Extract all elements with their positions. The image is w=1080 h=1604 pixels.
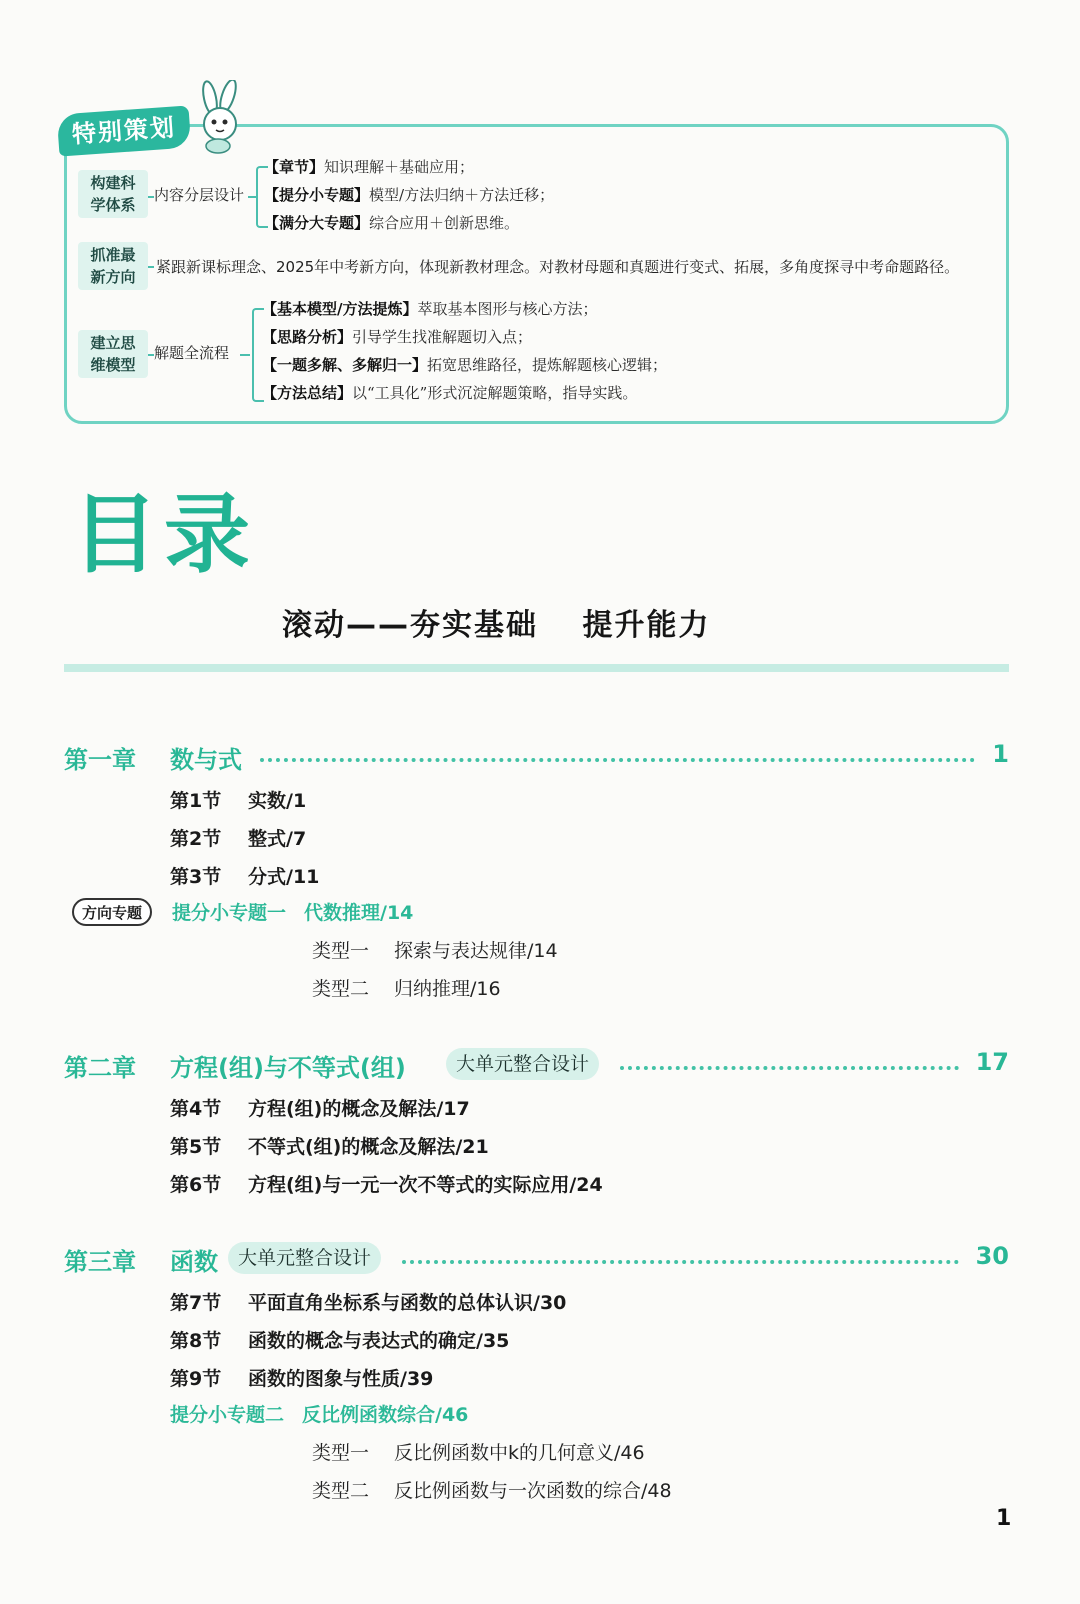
toc-section[interactable]: 第7节 平面直角坐标系与函数的总体认识/30 [170, 1292, 567, 1314]
chapter-title: 函数 [170, 1248, 218, 1276]
toc-section[interactable]: 第1节 实数/1 [170, 790, 307, 812]
connector-line [148, 266, 154, 268]
row-label-build-system: 构建科学体系 [78, 170, 148, 218]
toc-topic[interactable]: 提分小专题一 代数推理/14 [172, 902, 414, 924]
toc-section[interactable]: 第8节 函数的概念与表达式的确定/35 [170, 1330, 510, 1352]
rabbit-mascot-icon [188, 80, 254, 154]
chapter-number: 第三章 [64, 1248, 136, 1276]
row-description: 紧跟新课标理念、2025年中考新方向，体现新教材理念。对教材母题和真题进行变式、拓展，多角度探寻中考命题路径。 [156, 258, 960, 276]
chapter-heading[interactable] [64, 1048, 1009, 1082]
leader-dots [402, 1260, 959, 1264]
toc-type[interactable]: 类型二 归纳推理/16 [312, 978, 501, 1000]
toc-section[interactable]: 第6节 方程(组)与一元一次不等式的实际应用/24 [170, 1174, 603, 1196]
page-number: 1 [996, 1506, 1012, 1531]
connector-line [248, 196, 256, 198]
toc-title: 目录 [72, 485, 256, 585]
toc-type[interactable]: 类型一 探索与表达规律/14 [312, 940, 558, 962]
toc-type[interactable]: 类型二 反比例函数与一次函数的综合/48 [312, 1480, 672, 1502]
chapter-page: 17 [975, 1048, 1009, 1076]
special-item: 【满分大专题】综合应用＋创新思维。 [264, 214, 520, 232]
chapter-page: 30 [975, 1242, 1009, 1270]
special-item: 【提分小专题】模型/方法归纳＋方法迁移； [264, 186, 555, 204]
chapter-heading[interactable] [64, 740, 1009, 774]
row-sub-solving-process: 解题全流程 [154, 344, 230, 362]
toc-type[interactable]: 类型一 反比例函数中k的几何意义/46 [312, 1442, 645, 1464]
leader-dots [620, 1066, 959, 1070]
special-item: 【方法总结】以“工具化”形式沉淀解题策略，指导实践。 [262, 384, 638, 402]
row-label-thinking-model: 建立思维模型 [78, 330, 148, 378]
leader-dots [260, 758, 975, 762]
toc-section[interactable]: 第2节 整式/7 [170, 828, 307, 850]
toc-topic[interactable]: 提分小专题二 反比例函数综合/46 [170, 1404, 469, 1426]
chapter-number: 第二章 [64, 1054, 136, 1082]
chapter-number: 第一章 [64, 746, 136, 774]
special-item: 【思路分析】引导学生找准解题切入点； [262, 328, 533, 346]
toc-subtitle: 滚动——夯实基础 提升能力 [282, 608, 711, 643]
special-item: 【一题多解、多解归一】拓宽思维路径，提炼解题核心逻辑； [262, 356, 668, 374]
toc-section[interactable]: 第4节 方程(组)的概念及解法/17 [170, 1098, 470, 1120]
direction-topic-badge: 方向专题 [72, 898, 152, 926]
divider [64, 664, 1009, 672]
special-item: 【章节】知识理解＋基础应用； [264, 158, 475, 176]
chapter-badge: 大单元整合设计 [228, 1242, 381, 1274]
special-planning-tag: 特别策划 [57, 105, 192, 156]
special-item: 【基本模型/方法提炼】萃取基本图形与核心方法； [262, 300, 598, 318]
row-sub-content-layering: 内容分层设计 [154, 186, 245, 204]
toc-section[interactable]: 第3节 分式/11 [170, 866, 320, 888]
chapter-page: 1 [992, 740, 1009, 768]
chapter-heading[interactable] [64, 1242, 1009, 1276]
toc-section[interactable]: 第5节 不等式(组)的概念及解法/21 [170, 1136, 489, 1158]
chapter-title: 数与式 [170, 746, 242, 774]
connector-line [240, 354, 250, 356]
toc-section[interactable]: 第9节 函数的图象与性质/39 [170, 1368, 434, 1390]
chapter-title: 方程(组)与不等式(组) [170, 1054, 406, 1082]
row-label-latest-direction: 抓准最新方向 [78, 242, 148, 290]
chapter-badge: 大单元整合设计 [446, 1048, 599, 1080]
